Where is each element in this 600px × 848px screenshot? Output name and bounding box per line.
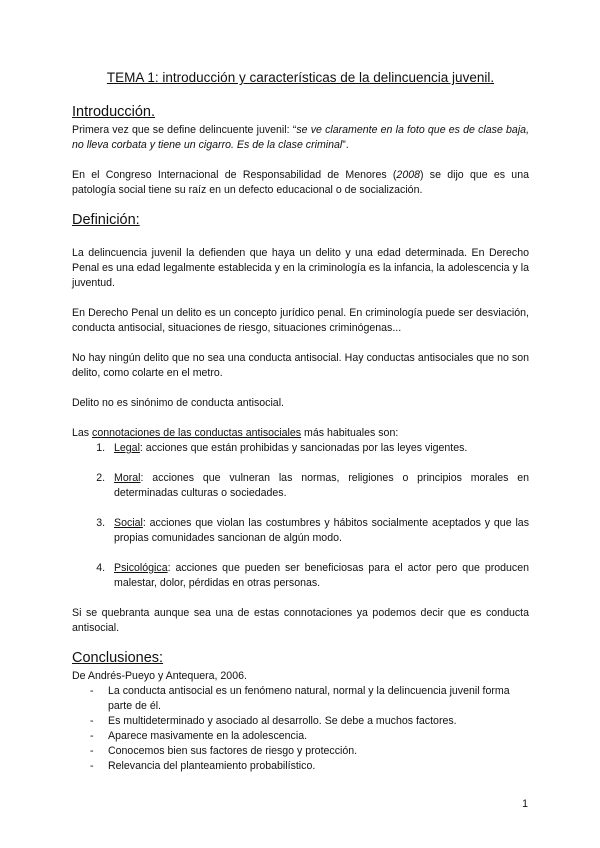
list-item: - Conocemos bien sus factores de riesgo y protección. <box>90 744 529 759</box>
definicion-paragraph-1: La delincuencia juvenil la defienden que haya un delito y una edad determinada. En Derecho Penal es una edad legalmente establecida y en la criminología es la infancia, la adolescencia y la juventud. <box>72 247 529 289</box>
intro-year: 2008 <box>396 169 420 181</box>
list-item: - Es multideterminado y asociado al desarrollo. Se debe a muchos factores. <box>90 714 529 729</box>
definicion-paragraph-5: Si se quebranta aunque sea una de estas connotaciones ya podemos decir que es conducta antisocial. <box>72 607 529 634</box>
definicion-paragraph-3: No hay ningún delito que no sea una conducta antisocial. Hay conductas antisociales que no son delito, como colarte en el metro. <box>72 352 529 379</box>
conclusiones-list <box>72 684 529 774</box>
connotaciones-list <box>72 441 529 591</box>
intro-paragraph-1: Primera vez que se define delincuente juvenil: “se ve claramente en la foto que es de clase baja, no lleva corbata y tiene un cigarro. Es de la clase criminal”. <box>72 124 530 151</box>
connotaciones-intro: Las connotaciones de las conductas antisociales más habituales son: <box>72 427 399 439</box>
intro-heading: Introducción. <box>72 104 156 120</box>
definicion-heading: Definición: <box>72 212 140 228</box>
list-item: 4. Psicológica: acciones que pueden ser beneficiosas para el actor pero que producen malestar, dolor, pérdidas en otras personas. <box>108 561 529 591</box>
list-item: 3. Social: acciones que violan las costumbres y hábitos socialmente aceptados y que las propias comunidades sancionan de algún modo. <box>108 516 529 546</box>
document-page <box>72 70 529 774</box>
conclusiones-source: De Andrés-Pueyo y Antequera, 2006. <box>72 670 247 682</box>
list-item: 1. Legal: acciones que están prohibidas y sancionadas por las leyes vigentes. <box>108 441 529 456</box>
list-item: - Aparece masivamente en la adolescencia. <box>90 729 529 744</box>
conclusiones-heading: Conclusiones: <box>72 650 164 666</box>
list-item: - La conducta antisocial es un fenómeno natural, normal y la delincuencia juvenil forma parte de él. <box>90 684 529 714</box>
page-number: 1 <box>522 798 528 810</box>
document-title: TEMA 1: introducción y características de la delincuencia juvenil. <box>106 70 495 85</box>
intro-paragraph-2: En el Congreso Internacional de Responsabilidad de Menores (2008) se dijo que es una patología social tiene su raíz en un defecto educacional o de socialización. <box>72 169 529 196</box>
definicion-paragraph-2: En Derecho Penal un delito es un concepto jurídico penal. En criminología puede ser desviación, conducta antisocial, situaciones de riesgo, situaciones criminógenas... <box>72 307 529 334</box>
list-item: - Relevancia del planteamiento probabilístico. <box>90 759 529 774</box>
definicion-paragraph-4: Delito no es sinónimo de conducta antisocial. <box>72 397 284 409</box>
list-item: 2. Moral: acciones que vulneran las normas, religiones o principios morales en determinadas culturas o sociedades. <box>108 471 529 501</box>
intro-quote: se ve claramente en la foto que es de clase baja, no lleva corbata y tiene un cigarro. Es de la clase criminal <box>72 124 530 151</box>
